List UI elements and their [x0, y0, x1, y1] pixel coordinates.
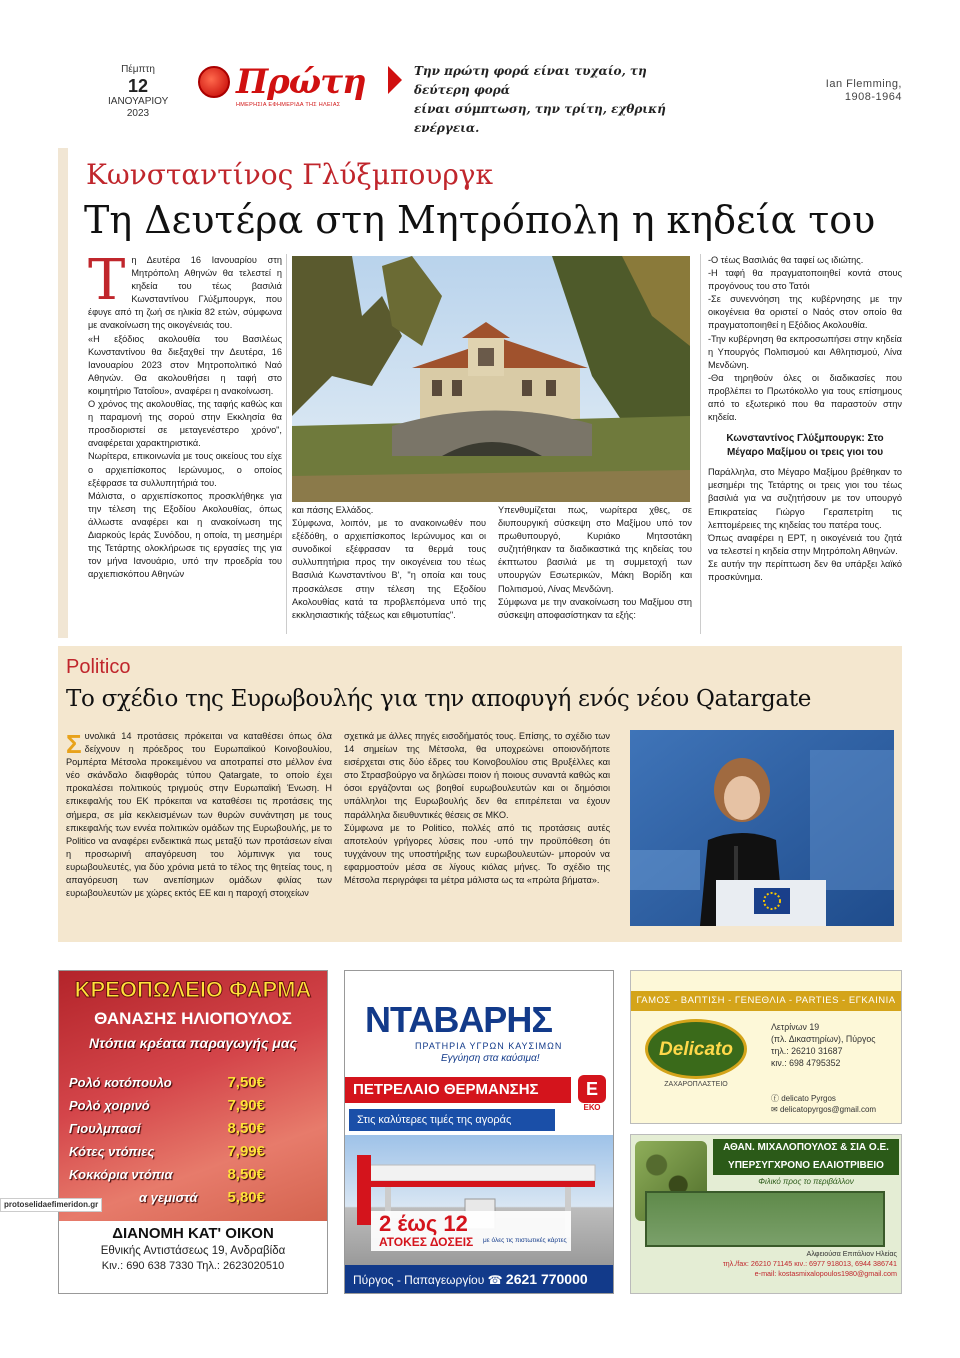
olive-phones: τηλ./fax: 26210 71145 κιν.: 6977 918013, 6944 386741 — [722, 1259, 897, 1268]
paragraph: Παράλληλα, στο Μέγαρο Μαξίμου βρέθηκαν το μεσημέρι της Τετάρτης οι τρεις γιοι του τέως βασιλιά για να συζητήσουν με τον υπουργό Επικρατείας Γιώργο Γεραπετρίτη τις λεπτομέρειες της κηδείας του πατέρα τους. — [708, 467, 902, 530]
olive-machine-photo — [645, 1191, 885, 1247]
butcher-owner: ΘΑΝΑΣΗΣ ΗΛΙΟΠΟΥΛΟΣ — [94, 1009, 292, 1028]
eko-icon: Ε — [578, 1075, 606, 1103]
product-name: Κότες ντόπιες — [69, 1144, 155, 1159]
quote-line-1: Την πρώτη φορά είναι τυχαίο, τη δεύτερη φορά — [414, 64, 647, 97]
heating-oil-banner: ΠΕΤΡΕΛΑΙΟ ΘΕΡΜΑΝΣΗΣ — [345, 1077, 571, 1103]
delicato-contact — [771, 1021, 876, 1069]
article1-column-2 — [292, 504, 486, 622]
delicato-services: ΓΑΜΟΣ - ΒΑΠΤΙΣΗ - ΓΕΝΕΘΛΙΑ - PARTIES - ΕΓΚΑΙΝΙΑ — [631, 991, 901, 1011]
year: 2023 — [126, 108, 150, 119]
eko-label: ΕΚΟ — [583, 1103, 601, 1112]
price-row — [69, 1163, 265, 1186]
delicato-email[interactable]: delicatopyrgos@gmail.com — [779, 1105, 877, 1114]
bullet-item: -Θα τηρηθούν όλες οι διαδικασίες που προβλέπει το Πρωτόκολλο για τους επίσημους από το εξωτερικό που θα παραστούν στην κηδεία. — [708, 372, 902, 423]
fuel-tagline: ΠΡΑΤΗΡΙΑ ΥΓΡΩΝ ΚΑΥΣΙΜΩΝ — [415, 1041, 563, 1051]
phone-icon: ☎ — [487, 1273, 506, 1287]
product-price: 5,80€ — [227, 1189, 265, 1206]
month: ΙΑΝΟΥΑΡΙΟΥ — [108, 96, 169, 107]
paragraph: Νωρίτερα, επικοινωνία με τους οικείους του είχε ο αρχιεπίσκοπος Ιερώνυμος, ο οποίος εξέφρασε τα συλλυπητήριά του. — [88, 451, 282, 488]
olive-email[interactable]: e-mail: kostasmixalopoulos1980@gmail.com — [754, 1269, 897, 1278]
butcher-title: ΚΡΕΟΠΩΛΕΙΟ ΦΑΡΜΑ — [74, 977, 312, 1002]
olive-company: ΑΘΑΝ. ΜΙΧΑΛΟΠΟΥΛΟΣ & ΣΙΑ Ο.Ε. — [713, 1139, 899, 1157]
bullet-item: -Την κυβέρνηση θα εκπροσωπήσει στην κηδεία η Υπουργός Πολιτισμού και Αθλητισμού, Λίνα Μενδώνη. — [708, 333, 902, 370]
product-price: 8,50€ — [227, 1166, 265, 1183]
palace-illustration — [292, 256, 690, 502]
best-prices-banner: Στις καλύτερες τιμές της αγοράς — [349, 1109, 555, 1131]
quote-author — [826, 78, 902, 104]
olive-contact — [671, 1249, 897, 1279]
olive-mill-advert[interactable] — [630, 1134, 902, 1294]
olive-address: Αλφειούσα Επιτάλιον Ηλείας — [806, 1249, 897, 1258]
bullet-item: -Η ταφή θα πραγματοποιηθεί κοντά στους προγόνους του στο Τατόι — [708, 268, 902, 292]
butcher-advert[interactable] — [58, 970, 328, 1294]
delicato-advert[interactable] — [630, 970, 902, 1124]
fuel-phone: 2621 770000 — [505, 1271, 588, 1287]
product-name: α γεμιστά — [139, 1190, 198, 1205]
bullet-item: -Ο τέως Βασιλιάς θα ταφεί ως ιδιώτης. — [708, 255, 864, 265]
butcher-slogan: Ντόπια κρέατα παραγωγής μας — [89, 1035, 297, 1051]
delicato-social — [771, 1093, 876, 1115]
product-price: 7,90€ — [227, 1097, 265, 1114]
article2-dropcap: Σ — [66, 729, 82, 759]
delicato-logo — [645, 1019, 747, 1091]
article1-column-1 — [88, 248, 282, 581]
paragraph: η Δευτέρα 16 Ιανουαρίου στη Μητρόπολη Αθηνών θα τελεστεί η κηδεία του τέως βασιλιά Κωνσταντίνου Γλύξμπουργκ, που έφυγε από τη ζωή σε ηλικία 82 ετών, σύμφωνα με ανακοίνωση της οικογένειάς του. — [88, 255, 282, 331]
butcher-footer — [59, 1221, 327, 1293]
article1-dropcap: Τ — [88, 248, 126, 313]
day-number: 12 — [127, 76, 149, 96]
paragraph: Υπενθυμίζεται πως, νωρίτερα χθες, σε διυπουργική σύσκεψη στο Μαξίμου υπό τον πρωθυπουργό, Κυριάκο Μητσοτάκη συζητήθηκαν τα διαδικαστικά της κηδείας του έκπτωτου βασιλιά με τη συμμετοχή των υπουργών Εσωτερικών, Μάκη Βορίδη και Πολιτισμού, Λίνας Μενδώνη. — [498, 505, 692, 594]
product-name: Ρολό χοιρινό — [69, 1098, 150, 1113]
product-price: 8,50€ — [227, 1120, 265, 1137]
installments-count: 2 έως 12 — [379, 1211, 468, 1236]
delicato-address-2: (πλ. Δικαστηρίων), Πύργος — [771, 1034, 876, 1044]
cards-note: με όλες τις πιστωτικές κάρτες — [483, 1237, 567, 1244]
fuel-advert[interactable] — [344, 970, 614, 1294]
olive-eco-slogan: Φιλικό προς το περιβάλλον — [758, 1177, 854, 1186]
politico-article — [58, 646, 902, 942]
delicato-caption: ΖΑΧΑΡΟΠΛΑΣΤΕΙΟ — [664, 1081, 728, 1088]
author-name: Ian Flemming, — [825, 78, 902, 90]
fuel-motto: Εγγύηση στα καύσιμα! — [441, 1053, 540, 1064]
paragraph: σχετικά με άλλες πηγές εισοδήματός τους. Επίσης, το σχέδιο των 14 σημείων της Μέτσολα, θα υποχρεώνει οποιονδήποτε εισέρχεται στις δύο έδρες του Κοινοβουλίου στις Βρυξέλλες και στο Στρασβούργο να δηλώσει ποιον ή ποιους συναντά καθώς και όσοι εργάζονται ως βοηθοί ευρωβουλευτών και οι δημόσιοι υπάλληλοι της Ευρωβουλής δεν θα επιτρέπεται να έχουν παράλληλα διευθυντικές θέσεις σε ΜΚΟ. — [344, 731, 610, 820]
article1-kicker: Κωνσταντίνος Γλύξμπουργκ — [86, 158, 494, 191]
paragraph: Ο χρόνος της ακολουθίας, της ταφής καθώς και η παραμονή της σορού στην Εκκλησία θα προσδιοριστεί σε μεταγενέστερο χρόνο", αναφέρεται χαρακτηριστικά. — [88, 399, 282, 449]
price-row — [69, 1094, 265, 1117]
price-row — [69, 1071, 265, 1094]
quote-line-2: είναι σύμπτωση, την τρίτη, εχθρική ενέργεια. — [414, 102, 666, 135]
site-watermark[interactable]: protoselidaefimeridon.gr — [0, 1198, 102, 1212]
fuel-footer — [345, 1265, 613, 1293]
author-years: 1908-1964 — [844, 91, 902, 103]
article1-column-3 — [498, 504, 692, 622]
paragraph: και πάσης Ελλάδος. — [292, 505, 374, 515]
olive-mill-title: ΥΠΕΡΣΥΓΧΡΟΝΟ ΕΛΑΙΟΤΡΙΒΕΙΟ — [713, 1157, 899, 1175]
paragraph: Μάλιστα, ο αρχιεπίσκοπος προσκλήθηκε για την τέλεση της Εξοδίου Ακολουθίας, όπως άλλωστε αναφέρει και η ανακοίνωση της Διαρκούς Ιεράς Συνόδου, η οποία, τη μεσημέρι της Τετάρτης ολοκλήρωσε τις εργασίες της για τον μήνα Ιανουάριο, υπό την προεδρία του αρχιεπισκόπου Αθηνών — [88, 490, 282, 580]
article1-subheading: Κωνσταντίνος Γλύξμπουργκ: Στο Μέγαρο Μαξίμου οι τρεις γιοι του — [726, 433, 884, 459]
paragraph: Σε αυτήν την περίπτωση δεν θα υπάρξει λαϊκό προσκύνημα. — [708, 558, 902, 582]
price-row — [69, 1117, 265, 1140]
globe-icon — [198, 66, 230, 98]
article2-column-2 — [344, 730, 610, 887]
article2-kicker: Politico — [66, 656, 131, 678]
paragraph: «Η εξόδιος ακολουθία του Βασιλέως Κωνσταντίνου θα διεξαχθεί την Δευτέρα, 16 Ιανουαρίου 2023 στον Μητροπολιτικό Ναό Αθηνών. Θα ακολουθήσει η ταφή στο κοιμητήριο Τατοΐου», αναφέρει η ανακοίνωση. — [88, 333, 282, 396]
price-list — [69, 1071, 265, 1209]
butcher-phones: Κιν.: 690 638 7330 Τηλ.: 2623020510 — [101, 1260, 285, 1272]
weekday: Πέμπτη — [121, 64, 155, 75]
product-name: Ρολό κοτόπουλο — [69, 1075, 172, 1090]
delicato-mob: κιν.: 698 4795352 — [771, 1058, 841, 1068]
bullet-item: -Σε συνεννόηση της κυβέρνησης με την οικογένεια θα οριστεί ο Ναός στον οποίο θα πραγματοποιηθεί η Εξόδιος Ακολουθία. — [708, 294, 902, 331]
delicato-facebook[interactable]: delicato Pyrgos — [781, 1094, 836, 1103]
price-row — [69, 1140, 265, 1163]
column-divider — [286, 254, 287, 634]
eko-logo — [573, 1075, 611, 1115]
paragraph: Όπως αναφέρει η ΕΡΤ, η οικογένειά του ζητά να τελεστεί η κηδεία στην Μητρόπολη Αθηνών. — [708, 532, 902, 556]
logo-name: Πρώτη — [236, 62, 366, 102]
metsola-photo — [630, 730, 894, 926]
red-arrow-icon — [388, 66, 402, 94]
issue-date — [108, 64, 168, 120]
paragraph: Σύμφωνα με την ανακοίνωση του Μαξίμου στη σύσκεψη αποφασίστηκαν τα εξής: — [498, 596, 692, 620]
installments-label: ΑΤΟΚΕΣ ΔΟΣΕΙΣ — [379, 1235, 474, 1249]
article1-column-4 — [708, 254, 902, 584]
product-name: Γιουλμπασί — [69, 1121, 141, 1136]
product-name: Κοκκόρια ντόπια — [69, 1167, 173, 1182]
paragraph: Σύμφωνα, λοιπόν, με το ανακοινωθέν που εξέδόθη, ο αρχιεπίσκοπος Ιερώνυμος και οι συνοδικοί εξέφρασαν τα θερμά τους συλλυπητήρια προς την οικογένεια του τέως Βασιλιά Κωνσταντίνου Β', "η οποία και τους προσκάλεσε στην τέλεση της Εξοδίου Ακολουθίας κατά τα προβλεπόμενα υπό της εκκλησιαστικής τάξεως και εθιμοτυπίας". — [292, 518, 486, 620]
product-price: 7,50€ — [227, 1074, 265, 1091]
article1-headline[interactable]: Τη Δευτέρα στη Μητρόπολη η κηδεία του — [84, 198, 876, 242]
paragraph: υνολικά 14 προτάσεις πρόκειται να καταθέσει όπως όλα δείχνουν η πρόεδρος του Ευρωπαϊκού Κοινοβουλίου, Ρομπέρτα Μέτσολα προκειμένου να αποτραπεί στο μέλλον ένα νέο σκάνδαλο διαφθοράς τύπου Qatargate, το οποίο έχει προκαλέσει πολιτικούς τριγμούς στην Ευρωπαϊκή Ένωση. Η επικεφαλής του ΕΚ πρόκειται να καταθέσει τις προτάσεις της σήμερα, σε μία κεκλεισμένων των θυρών συνάντηση με τους επικεφαλής των εννέα πολιτικών ομάδων της Ευρωβουλής, με το Politico να αναφέρει ενδεικτικά πως μεταξύ των προτάσεων είναι η προσωρινή απαγόρευση του λόμπινγκ για τους ευρωβουλευτές, για δύο χρόνια μετά το τέλος της θητείας τους, η απαγόρευση των ανεπίσημων ομάδων φιλίας των ευρωβουλευτών με χώρες εκτός ΕΕ και η παροχή στοιχείων — [66, 731, 332, 899]
delicato-logo-text: Delicato — [645, 1019, 747, 1079]
delivery-label: ΔΙΑΝΟΜΗ ΚΑΤ' ΟΙΚΟΝ — [112, 1225, 274, 1242]
fuel-location: Πύργος - Παπαγεωργίου — [353, 1273, 485, 1287]
delicato-tel: τηλ.: 26210 31687 — [771, 1046, 843, 1056]
logo-subtitle: ΗΜΕΡΗΣΙΑ ΕΦΗΜΕΡΙΔΑ ΤΗΣ ΗΛΕΙΑΣ — [236, 102, 341, 108]
speaker-illustration — [630, 730, 894, 926]
facebook-icon: ⓕ — [771, 1094, 782, 1103]
column-divider — [700, 254, 701, 634]
article2-headline[interactable]: Το σχέδιο της Ευρωβουλής για την αποφυγή ενός νέου Qatargate — [66, 686, 812, 712]
tatoi-palace-photo — [292, 256, 690, 502]
product-price: 7,99€ — [227, 1143, 265, 1160]
email-icon: ✉ — [771, 1105, 780, 1114]
fuel-brand: ΝΤΑΒΑΡΗΣ — [365, 999, 552, 1040]
article-accent-bar — [58, 148, 68, 638]
butcher-address: Εθνικής Αντιστάσεως 19, Ανδραβίδα — [100, 1245, 286, 1257]
installments-sign — [371, 1211, 571, 1251]
article2-column-1 — [66, 730, 332, 900]
masthead — [0, 0, 960, 140]
paragraph: Σύμφωνα με το Politico, πολλές από τις προτάσεις αυτές αποτελούν γρήγορες λύσεις που -υπό την προϋπόθεση ότι τυγχάνουν της υποστήριξης των ευρωβουλευτών- μπορούν να εφαρμοστούν μέσα σε λίγους κιόλας μήνες. Το σχέδιο της Μέτσολα περιγράφει τα μέτρα μάλιστα ως τα «πρώτα βήματα». — [344, 822, 610, 886]
delicato-address-1: Λετρίνων 19 — [771, 1022, 820, 1032]
newspaper-logo[interactable] — [196, 62, 396, 112]
daily-quote — [414, 62, 684, 138]
